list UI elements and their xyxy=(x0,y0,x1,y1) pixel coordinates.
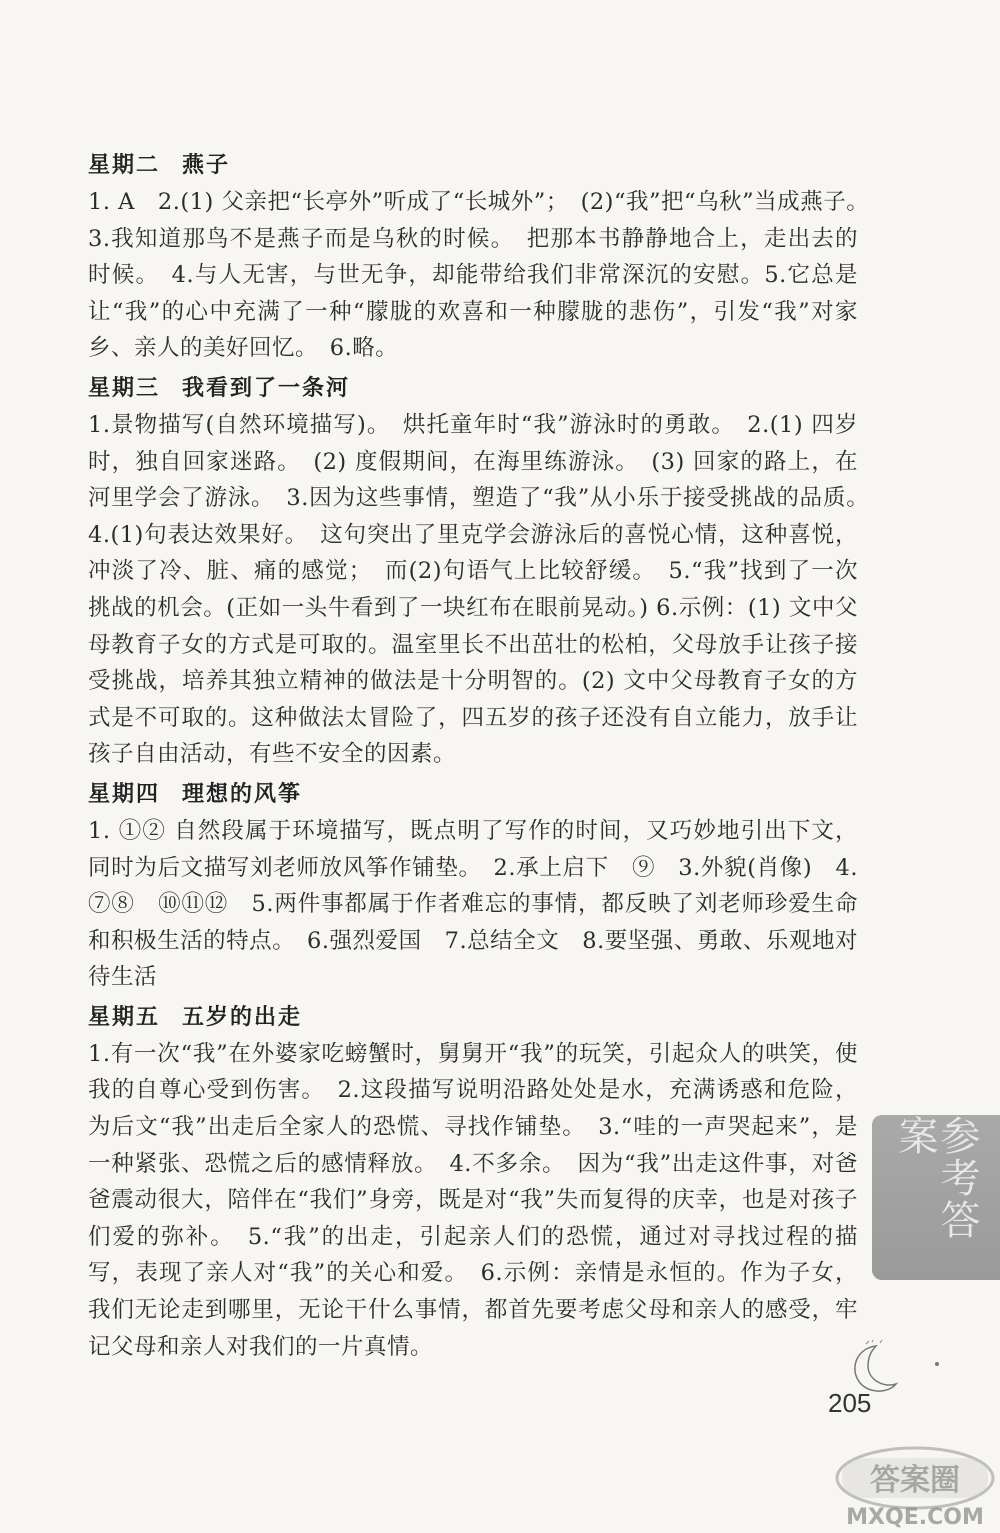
day-label: 星期五 xyxy=(88,1004,161,1030)
day-label: 星期二 xyxy=(88,153,161,178)
watermark-logo-icon xyxy=(830,1438,1000,1533)
section-thursday xyxy=(88,777,858,996)
svg-text:MXQE.COM: MXQE.COM xyxy=(846,1505,984,1530)
tab-label: 参考答案 xyxy=(892,1115,980,1241)
svg-text:答案圈: 答案圈 xyxy=(870,1463,960,1498)
day-label: 星期三 xyxy=(88,375,161,401)
section-friday xyxy=(88,1000,858,1365)
answer-text: 1. A 2.(1) 父亲把“长亭外”听成了“长城外”； (2)“我”把“乌秋”当成燕子。 3.我知道那鸟不是燕子而是乌秋的时候。 把那本书静静地合上，走出去的时候。 4.与人无害，与世无争，却能带给我们非常深沉的安慰。5.它总是让“我”的心中充满了一种“朦胧的欢喜和一种朦胧的悲伤”，引发“我”对家乡、亲人的美好回忆。 6.略。 xyxy=(88,189,882,362)
section-heading xyxy=(88,148,858,184)
section-heading xyxy=(88,777,858,813)
lesson-title: 我看到了一条河 xyxy=(182,375,351,401)
section-heading xyxy=(88,371,858,407)
answer-text: 1. ①② 自然段属于环境描写，既点明了写作的时间，又巧妙地引出下文，同时为后文描写刘老师放风筝作铺垫。 2.承上启下 ⑨ 3.外貌(肖像) 4. ⑦⑧ ⑩⑪⑫ 5.两件事都属于作者难忘的事情，都反映了刘老师珍爱生命和积极生活的特点。 6.强烈爱国 7.总结全文 8.要坚强、勇敢、乐观地对待生活 xyxy=(88,817,858,991)
answer-key-tab xyxy=(872,1115,1000,1280)
answer-text: 1.有一次“我”在外婆家吃螃蟹时，舅舅开“我”的玩笑，引起众人的哄笑，使我的自尊心受到伤害。 2.这段描写说明沿路处处是水，充满诱惑和危险，为后文“我”出走后全家人的恐慌、寻找作铺垫。 3.“哇的一声哭起来”，是一种紧张、恐慌之后的感情释放。 4.不多余。 因为“我”出走这件事，对爸爸震动很大，陪伴在“我们”身旁，既是对“我”失而复得的庆幸，也是对孩子们爱的弥补。 5.“我”的出走，引起亲人们的恐慌，通过对寻找过程的描写，表现了亲人对“我”的关心和爱。 6.示例：亲情是永恒的。作为子女，我们无论走到哪里，无论干什么事情，都首先要考虑父母和亲人的感受，牢记父母和亲人对我们的一片真情。 xyxy=(88,1040,858,1360)
decorative-dot xyxy=(935,1362,939,1366)
lesson-title: 理想的风筝 xyxy=(182,781,303,807)
answer-page xyxy=(88,148,882,1369)
section-heading xyxy=(88,1000,858,1036)
section-wednesday xyxy=(88,371,882,773)
answer-text: 1.景物描写(自然环境描写)。 烘托童年时“我”游泳时的勇敢。 2.(1) 四岁时，独自回家迷路。 (2) 度假期间，在海里练游泳。 (3) 回家的路上，在河里学会了游泳。 3.因为这些事情，塑造了“我”从小乐于接受挑战的品质。 4.(1)句表达效果好。 这句突出了里克学会游泳后的喜悦心情，这种喜悦，冲淡了冷、脏、痛的感觉； 而(2)句语气上比较舒缓。 5.“我”找到了一次挑战的机会。(正如一头牛看到了一块红布在眼前晃动。) 6.示例：(1) 文中父母教育子女的方式是可取的。温室里长不出茁壮的松柏，父母放手让孩子接受挑战，培养其独立精神的做法是十分明智的。(2) 文中父母教育子女的方式是不可取的。这种做法太冒险了，四五岁的孩子还没有自立能力，放手让孩子自由活动，有些不安全的因素。 xyxy=(88,411,882,768)
page-number: 205 xyxy=(828,1388,872,1418)
lesson-title: 燕子 xyxy=(182,153,231,178)
section-tuesday xyxy=(88,148,882,367)
lesson-title: 五岁的出走 xyxy=(182,1004,303,1030)
day-label: 星期四 xyxy=(88,781,161,807)
